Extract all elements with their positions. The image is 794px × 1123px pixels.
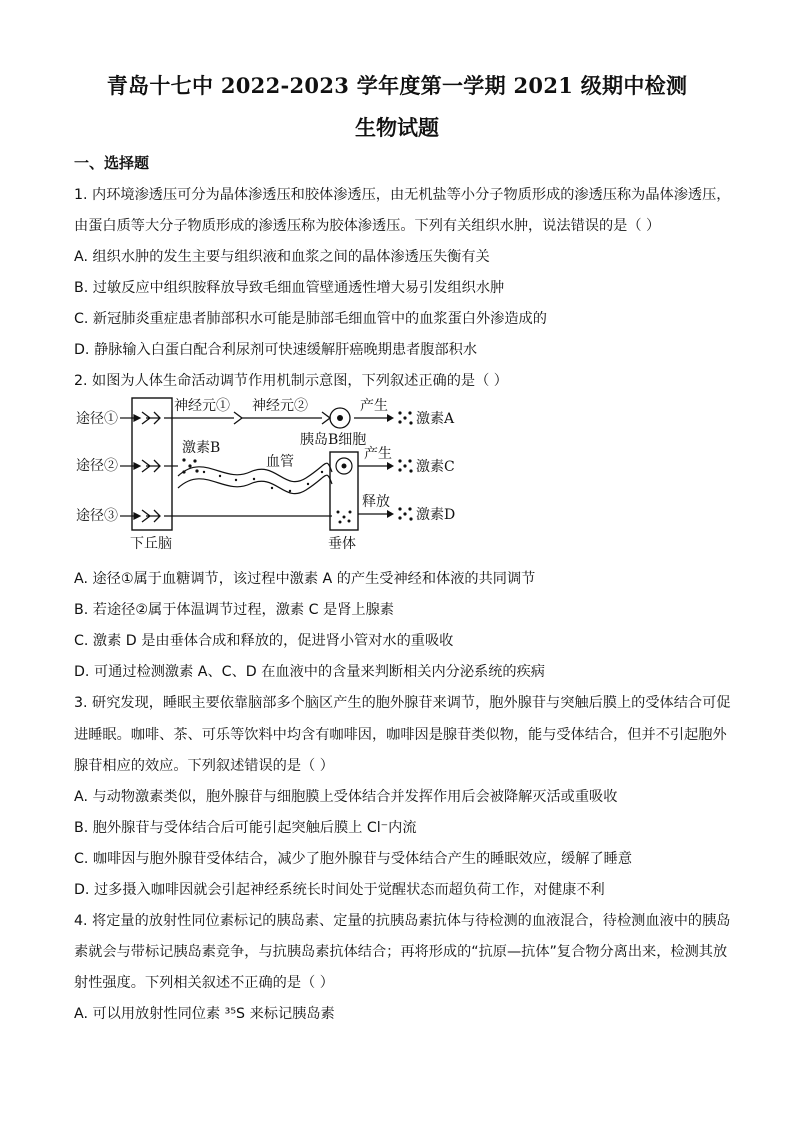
pituitary-hormone-dots [337,511,352,524]
question-1-stem-line2: 由蛋白质等大分子物质形成的渗透压称为胶体渗透压。下列有关组织水肿，说法错误的是（ ） [74,218,661,234]
hormone-b-label: 激素B [182,440,221,456]
question-4-option-a: A. 可以用放射性同位素 ³⁵S 来标记胰岛素 [74,1006,335,1022]
route-2-label: 途径② [76,458,118,474]
question-2-stem: 2. 如图为人体生命活动调节作用机制示意图，下列叙述正确的是（ ） [74,373,508,389]
hormone-c-label: 激素C [416,459,455,475]
blood-vessel-label: 血管 [266,454,294,470]
question-2-option-a: A. 途径①属于血糖调节，该过程中激素 A 的产生受神经和体液的共同调节 [74,571,536,587]
question-4-stem-line2: 素就会与带标记胰岛素竞争，与抗胰岛素抗体结合；再将形成的“抗原—抗体”复合物分离出来，检测其放 [74,944,728,960]
islet-b-cell-label: 胰岛B细胞 [300,432,367,448]
release-arrow [387,510,394,518]
neuron-1-label: 神经元① [174,398,230,414]
question-4-stem-line1: 4. 将定量的放射性同位素标记的胰岛素、定量的抗胰岛素抗体与待检测的血液混合，待检测血液中的胰岛 [74,913,731,929]
question-3-option-b: B. 胞外腺苷与受体结合后可能引起突触后膜上 Cl⁻内流 [74,820,417,836]
question-1-option-b: B. 过敏反应中组织胺释放导致毛细血管壁通透性增大易引发组织水肿 [74,280,505,296]
synapse-symbol [322,412,330,424]
hormone-d-dots [398,507,412,520]
question-3-option-a: A. 与动物激素类似，胞外腺苷与细胞膜上受体结合并发挥作用后会被降解灭活或重吸收 [74,789,618,805]
release-label: 释放 [362,494,390,510]
route-3-label: 途径③ [76,508,118,524]
question-1-option-c: C. 新冠肺炎重症患者肺部积水可能是肺部毛细血管中的血浆蛋白外渗造成的 [74,311,547,327]
islet-b-cell-nucleus [337,415,343,421]
hormone-c-dots [398,459,412,472]
question-1-option-d: D. 静脉输入白蛋白配合利尿剂可快速缓解肝癌晚期患者腹部积水 [74,342,478,358]
hypothalamus-label: 下丘脑 [130,536,172,552]
question-4-stem-line3: 射性强度。下列相关叙述不正确的是（ ） [74,975,334,991]
produce-arrow-1 [387,414,394,422]
neuron-symbols [142,412,160,522]
neuron-2-label: 神经元② [252,398,308,414]
question-2-option-b: B. 若途径②属于体温调节过程，激素 C 是肾上腺素 [74,602,394,618]
hormone-a-dots [398,411,412,424]
question-1-option-a: A. 组织水肿的发生主要与组织液和血浆之间的晶体渗透压失衡有关 [74,249,490,265]
pituitary-label: 垂体 [328,536,356,552]
exam-subject-title: 生物试题 [355,115,439,140]
route-1-label: 途径① [76,411,118,427]
section-heading: 一、选择题 [74,154,150,172]
hormone-d-label: 激素D [416,507,456,523]
question-2-option-c: C. 激素 D 是由垂体合成和释放的，促进肾小管对水的重吸收 [74,633,454,649]
question-2-option-d: D. 可通过检测激素 A、C、D 在血液中的含量来判断相关内分泌系统的疾病 [74,664,545,680]
question-3-stem-line3: 腺苷相应的效应。下列叙述错误的是（ ） [74,758,334,774]
exam-title: 青岛十七中 2022-2023 学年度第一学期 2021 级期中检测 [106,73,688,98]
question-3-option-c: C. 咖啡因与胞外腺苷受体结合，减少了胞外腺苷与受体结合产生的睡眠效应，缓解了睡意 [74,851,633,867]
produce-arrow-2 [387,462,394,470]
regulation-mechanism-diagram [74,392,474,552]
hormone-a-label: 激素A [416,411,455,427]
question-3-stem-line2: 进睡眠。咖啡、茶、可乐等饮料中均含有咖啡因，咖啡因是腺苷类似物，能与受体结合，但并不引起胞外 [74,727,727,743]
neuron-2-body [234,412,242,424]
question-3-option-d: D. 过多摄入咖啡因就会引起神经系统长时间处于觉醒状态而超负荷工作，对健康不利 [74,882,605,898]
input-arrows [120,415,140,519]
produce-label-1: 产生 [360,398,388,414]
question-1-stem-line1: 1. 内环境渗透压可分为晶体渗透压和胶体渗透压，由无机盐等小分子物质形成的渗透压称为晶体渗透压， [74,187,731,203]
question-3-stem-line1: 3. 研究发现，睡眠主要依靠脑部多个脑区产生的胞外腺苷来调节，胞外腺苷与突触后膜上的受体结合可促 [74,695,731,711]
produce-label-2: 产生 [364,446,392,462]
